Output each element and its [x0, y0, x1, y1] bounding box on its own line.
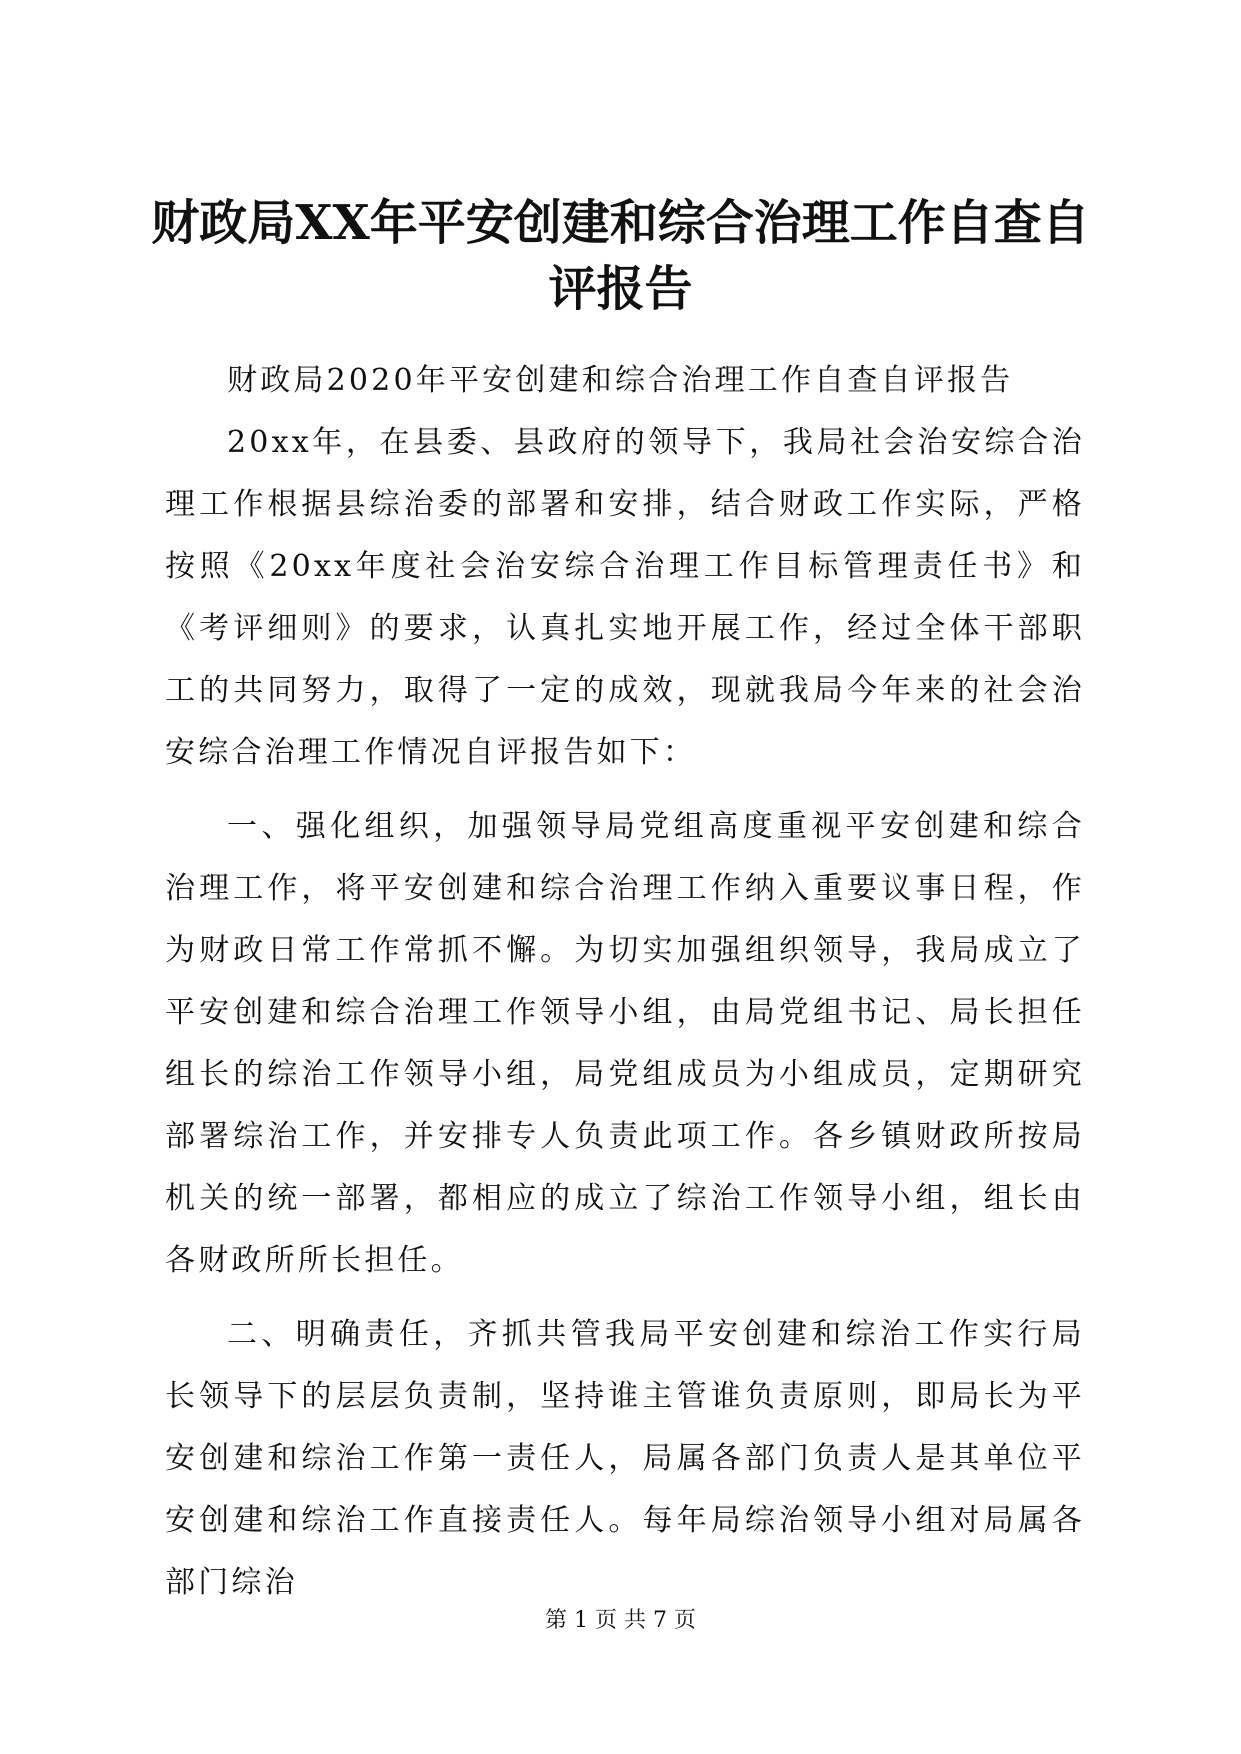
- paragraph-section-2: 二、明确责任，齐抓共管我局平安创建和综治工作实行局长领导下的层层负责制，坚持谁主管谁负责原则，即局长为平安创建和综治工作第一责任人，局属各部门负责人是其单位平安创建和综治工作直接责任人。每年局综治领导小组对局属各部门综治: [165, 1317, 1085, 1600]
- paragraph-intro: 20xx年，在县委、县政府的领导下，我局社会治安综合治理工作根据县综治委的部署和安排，结合财政工作实际，严格按照《20xx年度社会治安综合治理工作目标管理责任书》和《考评细则》的要求，认真扎实地开展工作，经过全体干部职工的共同努力，取得了一定的成效，现就我局今年来的社会治安综合治理工作情况自评报告如下：: [165, 425, 1085, 770]
- paragraph-section-1: 一、强化组织，加强领导局党组高度重视平安创建和综合治理工作，将平安创建和综合治理工作纳入重要议事日程，作为财政日常工作常抓不懈。为切实加强组织领导，我局成立了平安创建和综合治理工作领导小组，由局党组书记、局长担任组长的综治工作领导小组，局党组成员为小组成员，定期研究部署综治工作，并安排专人负责此项工作。各乡镇财政所按局机关的统一部署，都相应的成立了综治工作领导小组，组长由各财政所所长担任。: [165, 809, 1085, 1278]
- document-body: [165, 350, 1085, 1626]
- document-title: 财政局XX年平安创建和综合治理工作自查自评报告: [151, 195, 1090, 317]
- page-number-footer: 第 1 页 共 7 页: [545, 1608, 696, 1633]
- document-subtitle: 财政局2020年平安创建和综合治理工作自查自评报告: [227, 363, 1014, 398]
